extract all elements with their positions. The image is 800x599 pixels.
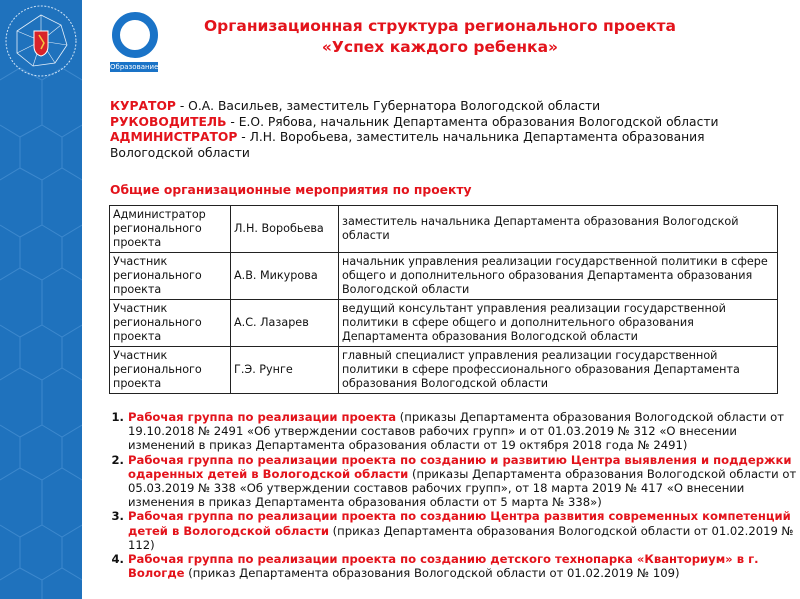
section-title: Общие организационные мероприятия по проекту (110, 183, 472, 197)
obrazovanie-logo (108, 12, 160, 74)
sidebar-decoration (0, 0, 82, 599)
group-title: Рабочая группа по реализации проекта по созданию и развитию Центра выявления и поддержки одаренных детей в Вологодской области (128, 452, 792, 481)
table-cell-name: А.В. Микурова (231, 253, 339, 300)
table-row (110, 347, 778, 394)
table-cell-name: А.С. Лазарев (231, 300, 339, 347)
table-cell-position: главный специалист управления реализации государственной политики в сфере профессионального образования Департамента образования Вологодской области (339, 347, 778, 394)
list-item (128, 552, 800, 580)
role-key: РУКОВОДИТЕЛЬ (110, 114, 227, 129)
table-cell-position: заместитель начальника Департамента образования Вологодской области (339, 206, 778, 253)
role-key: АДМИНИСТРАТОР (110, 130, 238, 144)
list-item (128, 453, 800, 510)
role-text: - Л.Н. Воробьева, заместитель начальника Департамента образования Вологодской области (110, 130, 705, 160)
participants-table (109, 205, 778, 394)
regional-emblem-icon (3, 3, 79, 79)
group-title: Рабочая группа по реализации проекта по созданию детского технопарка «Кванториум» в г. Вологде (128, 552, 759, 581)
group-title: Рабочая группа по реализации проекта по созданию Центра развития современных компетенций детей в Вологодской области (128, 509, 791, 538)
role-curator (110, 99, 790, 115)
table-cell-role: Администратор регионального проекта (110, 206, 231, 253)
table-row (110, 253, 778, 300)
group-desc: (приказы Департамента образования Вологодской области от 05.03.2019 № 338 «Об утверждении составов рабочих групп», от 18 марта 2019 № 417 «О внесении изменения в приказ Департамента образования области от 5 марта № 338») (128, 466, 797, 510)
table-row (110, 206, 778, 253)
table-cell-name: Л.Н. Воробьева (231, 206, 339, 253)
table-cell-role: Участник регионального проекта (110, 300, 231, 347)
hexagon-pattern (0, 0, 82, 599)
role-text: - О.А. Васильев, заместитель Губернатора Вологодской области (175, 99, 601, 113)
list-item (128, 410, 800, 453)
group-desc: (приказ Департамента образования Вологодской области от 01.02.2019 № 112) (128, 523, 794, 552)
group-desc: (приказы Департамента образования Вологодской области от 19.10.2018 № 2491 «Об утверждении составов рабочих групп» и от 01.03.2019 № 312 «О внесении изменений в приказ Департамента образования области от 19 октября 2018 года № 2491) (128, 410, 785, 453)
title-line-2: «Успех каждого ребенка» (321, 38, 559, 56)
role-key: КУРАТОР (110, 99, 176, 113)
list-item (128, 509, 800, 552)
group-title: Рабочая группа по реализации проекта (128, 410, 397, 424)
table-cell-position: начальник управления реализации государственной политики в сфере общего и дополнительного образования Департамента образования Вологодской области (339, 253, 778, 300)
obrazovanie-ring-icon (112, 12, 158, 58)
table-cell-role: Участник регионального проекта (110, 253, 231, 300)
title-line-1: Организационная структура регионального проекта (204, 17, 676, 35)
role-text: - Е.О. Рябова, начальник Департамента образования Вологодской области (226, 114, 719, 129)
table-cell-role: Участник регионального проекта (110, 347, 231, 394)
page-title (180, 16, 700, 58)
group-desc: (приказ Департамента образования Вологодской области от 01.02.2019 № 109) (184, 566, 680, 581)
logo-caption: Образование (110, 63, 159, 71)
table-cell-position: ведущий консультант управления реализации государственной политики в сфере общего и дополнительного образования Департамента образования Вологодской области (339, 300, 778, 347)
roles-block (110, 99, 790, 161)
working-groups-list (110, 410, 800, 580)
table-row (110, 300, 778, 347)
table-cell-name: Г.Э. Рунге (231, 347, 339, 394)
role-administrator (110, 130, 790, 161)
role-head (110, 115, 790, 131)
